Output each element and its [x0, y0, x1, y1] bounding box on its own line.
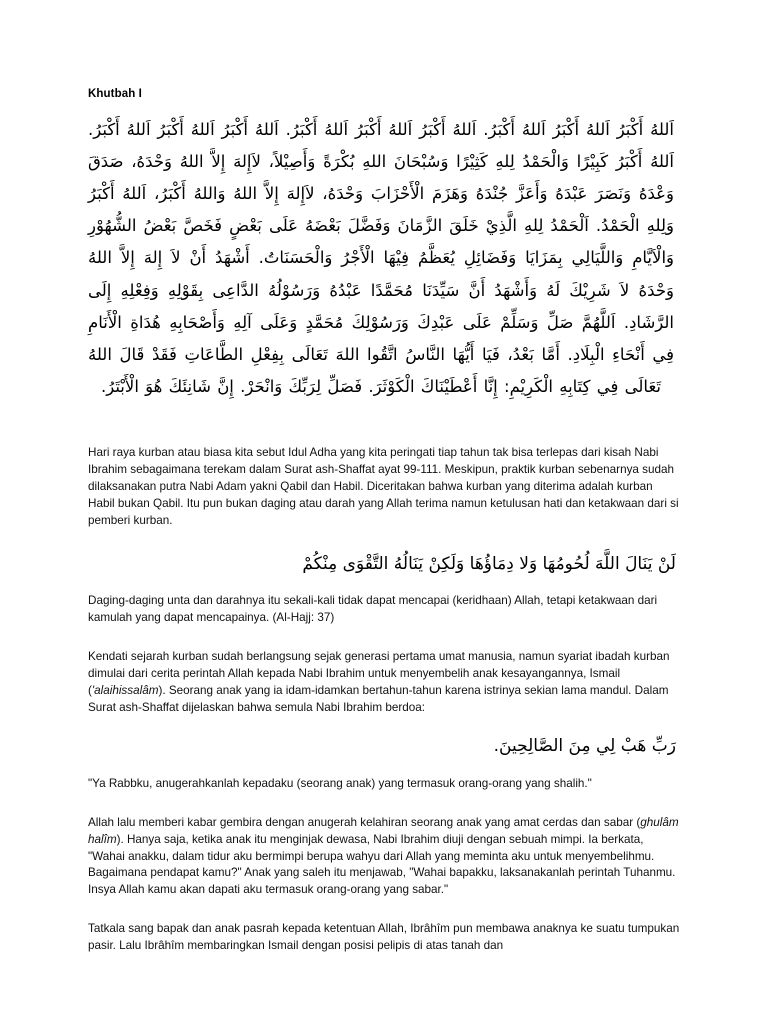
spacer [88, 530, 680, 548]
term-ghulam-halim: ghulâm halîm [88, 815, 679, 846]
page-title: Khutbah I [88, 88, 142, 100]
paragraph-syariat-kurban [88, 649, 680, 717]
paragraph-intro-kurban: Hari raya kurban atau biasa kita sebut Idul Adha yang kita peringati tiap tahun tak bisa terlepas dari kisah Nabi Ibrahim sebagaimana terekam dalam Surat ash-Shaffat ayat 99-111. Meskipun, praktik kurban sebenarnya sudah dilaksanakan putra Nabi Adam yakni Qabil dan Habil. Diceritakan bahwa kurban yang diterima adalah kurban Habil bukan Qabil. Itu pun bukan daging atau darah yang Allah terima namun ketulusan hati dan ketakwaan dari si pemberi kurban. [88, 446, 679, 528]
arabic-opening-khutbah: اَللهُ أَكْبَرُ اَللهُ أَكْبَرُ اَللهُ أَكْبَرُ. اَللهُ أَكْبَرُ اَللهُ أَكْبَرُ اَللهُ أَكْبَرُ. اَللهُ أَكْبَرُ اَللهُ أَكْبَرُ اَللهُ أَكْبَرُ. اَللهُ أَكْبَرُ كَبِيْرًا وَالْحَمْدُ لِلهِ كَثِيْرًا وَسُبْحَانَ اللهِ بُكْرَةً وَأَصِيْلاً، لاَإِلهَ إِلاَّ اللهُ وَحْدَهُ، صَدَقَ وَعْدَهُ وَنَصَرَ عَبْدَهُ وَأَعَزَّ جُنْدَهُ وَهَزَمَ الْأَحْزَابَ وَحْدَهُ، لاَإِلهَ إِلاَّ اللهُ وَاللهُ أَكْبَرُ، اَللهُ أَكْبَرُ وَلِلهِ الْحَمْدُ. اَلْحَمْدُ لِلهِ الَّذِيْ خَلَقَ الزَّمَانَ وَفَضَّلَ بَعْضَهُ عَلَى بَعْضٍ فَخَصَّ بَعْضُ الشُّهُوْرِ وَالْاَيَّامِ وَاللَّيَالِي بِمَزَايَا وَفَضَائِلِ يُعَظَّمُ فِيْهَا الْأَجْرُ وَالْحَسَنَاتُ. أَشْهَدُ أَنْ لاَ إِلهَ إِلاَّ اللهُ وَحْدَهُ لاَ شَرِيْكَ لَهُ وَأَشْهَدُ أَنَّ سَيِّدَنَا مُحَمَّدًا عَبْدُهُ وَرَسُوْلُهُ الدَّاعِى بِقَوْلِهِ وَفِعْلِهِ إِلَى الرَّشَادِ. اَللَّهُمَّ صَلِّ وَسَلِّمْ عَلَى عَبْدِكَ وَرَسُوْلِكَ مُحَمَّدٍ وَعَلَى آلِهِ وَأَصْحَابِهِ هُدَاةِ الْأَنَامِ فِي أَنْحَاءِ الْبِلَادِ. أَمَّا بَعْدُ، فَيَا أَيُّهَا النَّاسُ اتَّقُوا اللهَ تَعَالَى بِفِعْلِ الطَّاعَاتِ فَقَدْ قَالَ اللهُ تَعَالَى فِي كِتَابِهِ الْكَرِيْمِ: إِنَّا أَعْطَيْنَاكَ الْكَوْثَرَ. فَصَلِّ لِرَبِّكَ وَانْحَرْ. إِنَّ شَانِئَكَ هُوَ الْأَبْتَرُ. [88, 119, 674, 397]
spacer [88, 580, 680, 593]
arabic-verse-al-hajj: لَنْ يَنَالَ اللَّهَ لُحُومُهَا وَلا دِمَاؤُهَا وَلَكِنْ يَنَالُهُ التَّقْوَى مِنْكُمْ [302, 554, 676, 575]
paragraph-syariat-kurban-text-2: ). Seorang anak yang ia idam-idamkan bertahun-tahun karena istrinya sekian lama mandul. Dalam Surat ash-Shaffat dijelaskan bahwa semula Nabi Ibrahim berdoa: [88, 684, 669, 715]
spacer [88, 793, 680, 815]
arabic-verse-as-saffat: رَبِّ هَبْ لِي مِنَ الصَّالِحِينَ. [493, 736, 676, 757]
spacer [88, 763, 680, 776]
paragraph-syariat-kurban-text-1: Kendati sejarah kurban sudah berlangsung sejak generasi pertama umat manusia, namun syariat ibadah kurban dimulai dari cerita perintah Allah kepada Nabi Ibrahim untuk menyembelih anak kesayangannya, Ismail ( [88, 650, 670, 698]
paragraph-quote-ya-rabbku: "Ya Rabbku, anugerahkanlah kepadaku (seorang anak) yang termasuk orang-orang yang shalih." [88, 776, 592, 790]
paragraph-ghulam-halim-text-2: ). Hanya saja, ketika anak itu menginjak dewasa, Nabi Ibrahim diuji dengan sebuah mimpi. Ia berkata, "Wahai anakku, dalam tidur aku bermimpi berupa wahyu dari Allah yang meminta aku untuk menyembelihmu. Bagaimana pendapat kamu?" Anak yang saleh itu menjawab, "Wahai bapakku, laksanakanlah perintah Tuhanmu. Insya Allah kamu akan dapati aku termasuk orang-orang yang sabar." [88, 832, 676, 897]
term-alaihissalam: 'alaihissalâm [91, 684, 159, 698]
spacer [88, 899, 680, 921]
paragraph-ibrahim-pasrah: Tatkala sang bapak dan anak pasrah kepada ketentuan Allah, Ibrâhîm pun membawa anaknya ke suatu tumpukan pasir. Lalu Ibrâhîm membaringkan Ismail dengan posisi pelipis di atas tanah dan [88, 922, 680, 953]
paragraph-translation-al-hajj: Daging-daging unta dan darahnya itu sekali-kali tidak dapat mencapai (keridhaan) Allah, tetapi ketakwaan dari kamulah yang dapat mencapainya. (Al-Hajj: 37) [88, 594, 658, 625]
paragraph-ghulam-halim-text-1: Allah lalu memberi kabar gembira dengan anugerah kelahiran seorang anak yang amat cerdas dan sabar ( [88, 815, 641, 829]
spacer [88, 419, 680, 445]
spacer [88, 627, 680, 649]
spacer [88, 717, 680, 730]
paragraph-ghulam-halim [88, 815, 680, 900]
